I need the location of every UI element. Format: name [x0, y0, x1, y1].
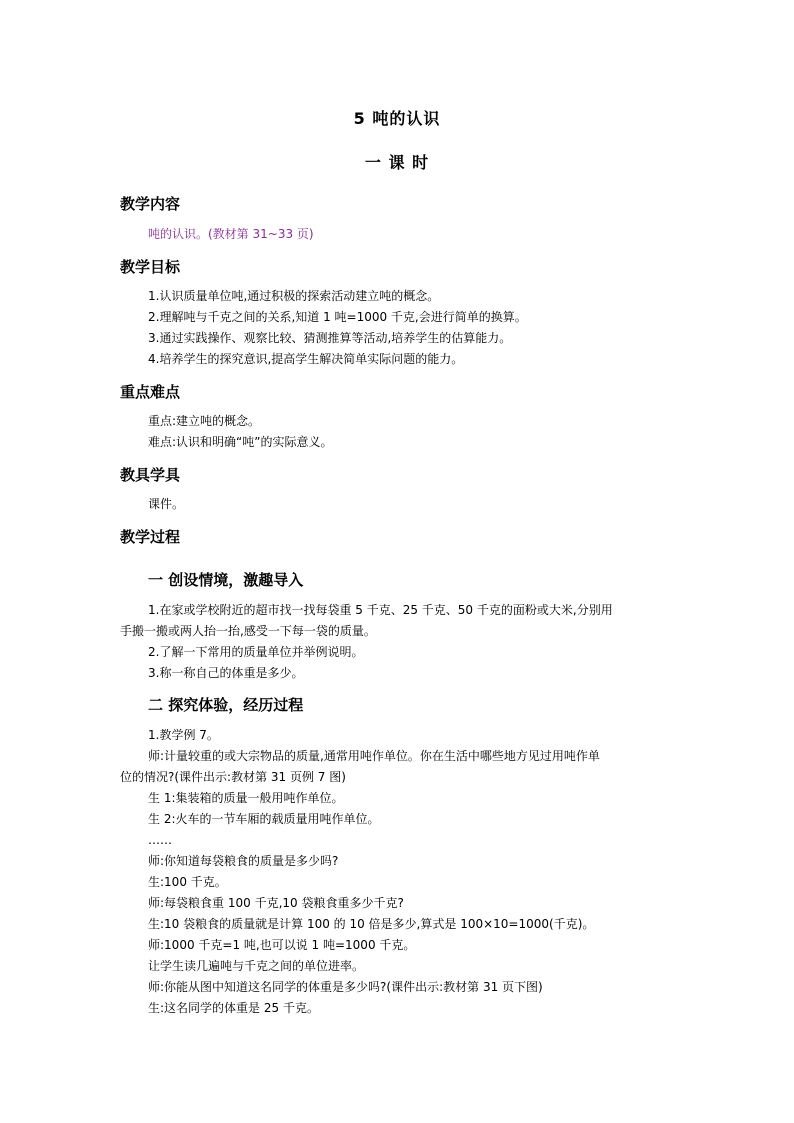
part2-line: 生:这名同学的体重是 25 千克。 [148, 1001, 319, 1015]
part2-line: 师:你能从图中知道这名同学的体重是多少吗?(课件出示:教材第 31 页下图) [148, 980, 543, 994]
key-point: 重点:建立吨的概念。 [148, 414, 261, 428]
section-heading-process: 教学过程 [120, 528, 181, 546]
part2-line: …… [148, 833, 172, 847]
part1-line: 2.了解一下常用的质量单位并举例说明。 [148, 645, 364, 659]
part2-line: 让学生读几遍吨与千克之间的单位进率。 [148, 959, 365, 973]
part2-line: 师:你知道每袋粮食的质量是多少吗? [148, 854, 339, 868]
part2-heading: 二 探究体验，经历过程 [148, 696, 304, 714]
part1-line: 1.在家或学校附近的超市找一找每袋重 5 千克、25 千克、50 千克的面粉或大米,分别用 [148, 603, 613, 617]
key-point: 难点:认识和明确“吨”的实际意义。 [148, 435, 333, 449]
part2-line: 生:10 袋粮食的质量就是计算 100 的 10 倍是多少,算式是 100×10=1000(千克)。 [148, 917, 595, 931]
part2-line: 师:1000 千克=1 吨,也可以说 1 吨=1000 千克。 [148, 938, 416, 952]
tools-text: 课件。 [148, 497, 185, 511]
goal-item: 2.理解吨与千克之间的关系,知道 1 吨=1000 千克,会进行简单的换算。 [148, 310, 527, 324]
part2-line: 师:计量较重的或大宗物品的质量,通常用吨作单位。你在生活中哪些地方见过用吨作单 [148, 749, 600, 763]
section-heading-tools: 教具学具 [120, 466, 181, 484]
page-subtitle: 一 课 时 [364, 153, 430, 172]
part2-line: 1.教学例 7。 [148, 728, 219, 742]
part2-line: 生 1:集装箱的质量一般用吨作单位。 [148, 791, 344, 805]
part2-line: 生 2:火车的一节车厢的载质量用吨作单位。 [148, 812, 380, 826]
section-heading-goals: 教学目标 [120, 258, 181, 276]
part1-heading: 一 创设情境，激趣导入 [148, 571, 304, 589]
part2-line: 生:100 千克。 [148, 875, 227, 889]
part1-line: 3.称一称自己的体重是多少。 [148, 666, 304, 680]
page-title: 5 吨的认识 [353, 109, 441, 128]
goal-item: 1.认识质量单位吨,通过积极的探索活动建立吨的概念。 [148, 289, 440, 303]
content-text: 吨的认识。(教材第 31~33 页) [148, 227, 314, 241]
part2-line: 师:每袋粮食重 100 千克,10 袋粮食重多少千克? [148, 896, 404, 910]
section-heading-content: 教学内容 [120, 195, 181, 213]
part1-line: 手搬一搬或两人抬一抬,感受一下每一袋的质量。 [120, 624, 376, 638]
goal-item: 3.通过实践操作、观察比较、猜测推算等活动,培养学生的估算能力。 [148, 331, 512, 345]
section-heading-key: 重点难点 [120, 383, 181, 401]
part2-line: 位的情况?(课件出示:教材第 31 页例 7 图) [120, 770, 346, 784]
goal-item: 4.培养学生的探究意识,提高学生解决简单实际问题的能力。 [148, 352, 464, 366]
